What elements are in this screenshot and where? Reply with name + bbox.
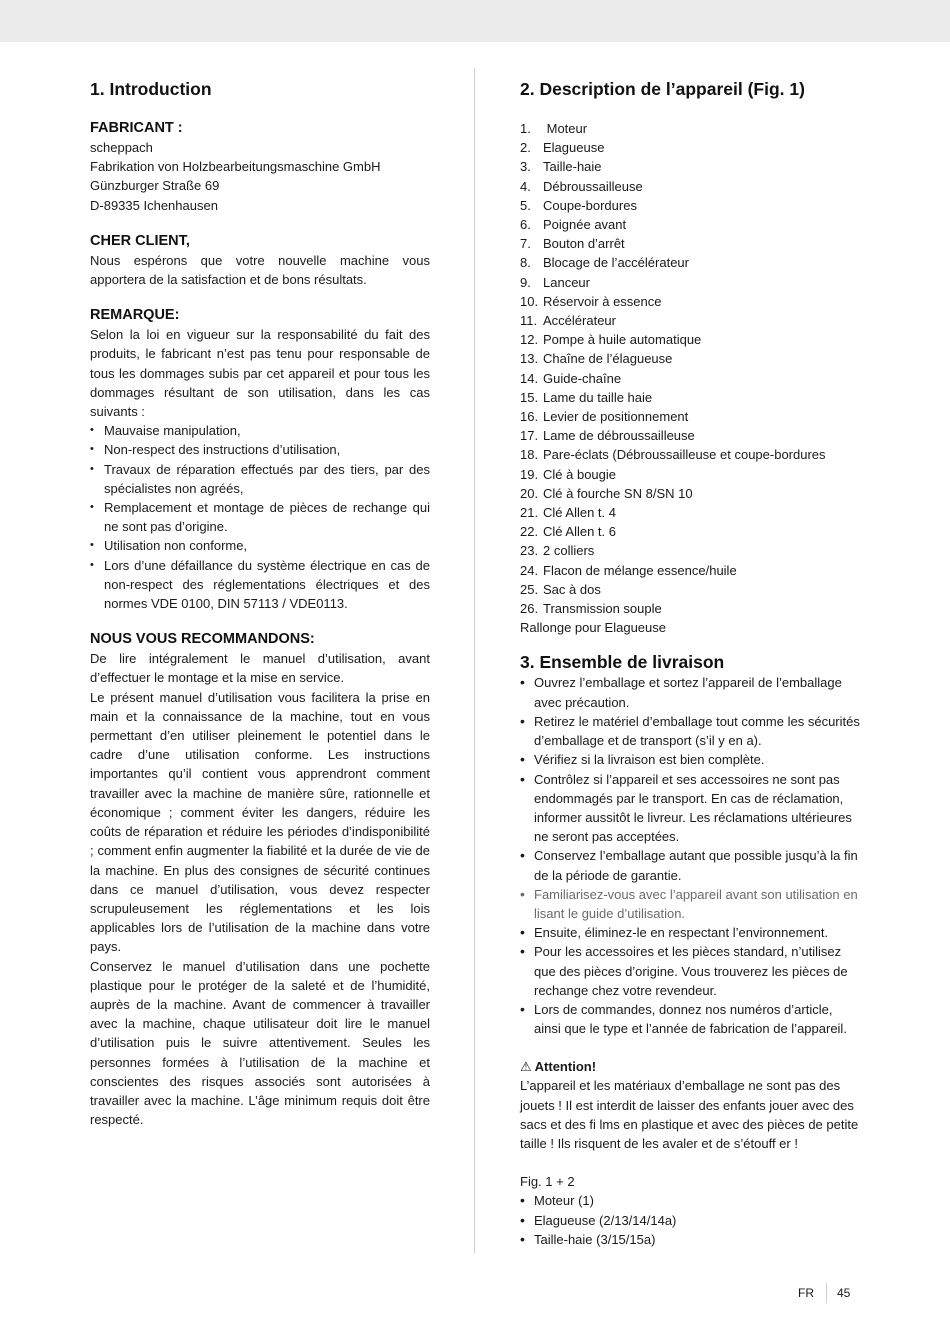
list-item: • Moteur (1): [520, 1191, 860, 1210]
recommend-heading: NOUS VOUS RECOMMANDONS:: [90, 631, 315, 648]
list-item: 19. Clé à bougie: [520, 466, 616, 482]
list-item: 2. Elagueuse: [520, 140, 605, 156]
recommend-paragraph: De lire intégralement le manuel d’utilisation, avant d’effectuer le montage et la mise en service.: [90, 651, 430, 686]
remark-text: Selon la loi en vigueur sur la responsabilité du fait des produits, le fabricant n’est pas tenu pour responsable de tous les dommages subis par cet appareil et pour tous les dommages résultant de son utilisation, dans les cas suivants :: [90, 327, 430, 420]
list-item: 26. Transmission souple: [520, 601, 662, 617]
parts-list: [520, 119, 860, 618]
figure-label: Fig. 1 + 2: [520, 1174, 575, 1190]
list-item: 5. Coupe-bordures: [520, 197, 637, 213]
list-item: 11. Accélérateur: [520, 313, 616, 329]
recommend-paragraph: Le présent manuel d’utilisation vous facilitera la prise en main et la connaissance de la machine, tout en vous permettant d’en utiliser pleinement le potentiel dans le cadre d’une utilisation conforme. Les instructions importantes qu’il contient vous apprendront comment travailler avec la machine de manière sûre, rationnelle et économique ; comment éviter les dangers, réduire les coûts de réparation et réduire les périodes d’indisponibilité ; comment enfin augmenter la fiabilité et la durée de vie de la machine. En plus des consignes de sécurité continues dans ce manuel d’utilisation, vous devez respecter scrupuleusement les réglementations et les lois applicables lors de l’utilisation de la machine dans votre pays.: [90, 689, 430, 955]
figure-list: [520, 1191, 860, 1249]
list-item: • Ouvrez l’emballage et sortez l’appareil de l’emballage avec précaution.: [520, 673, 860, 711]
dear-client-heading: CHER CLIENT,: [90, 232, 190, 249]
parts-extra: Rallonge pour Elagueuse: [520, 620, 666, 636]
list-item: • Utilisation non conforme,: [90, 536, 430, 555]
dear-client-text: Nous espérons que votre nouvelle machine vous apportera de la satisfaction et de bons résultats.: [90, 252, 430, 288]
list-item: 16. Levier de positionnement: [520, 409, 689, 425]
list-item: 18. Pare-éclats (Débroussailleuse et coupe-bordures: [520, 447, 826, 463]
list-item: 24. Flacon de mélange essence/huile: [520, 562, 737, 578]
list-item: • Retirez le matériel d’emballage tout comme les sécurités d’emballage et de transport (s’il y en a).: [520, 712, 860, 750]
list-item: 20. Clé à fourche SN 8/SN 10: [520, 485, 693, 501]
list-item: 9. Lanceur: [520, 274, 590, 290]
language-code: FR: [798, 1286, 814, 1300]
list-item: 6. Poignée avant: [520, 217, 627, 233]
left-column: [90, 78, 430, 1129]
list-item: • Lors de commandes, donnez nos numéros d’article, ainsi que le type et l’année de fabrication de l’appareil.: [520, 1000, 860, 1038]
page-number: 45: [837, 1286, 851, 1300]
warning-icon: ⚠: [520, 1059, 532, 1075]
list-item: • Remplacement et montage de pièces de rechange qui ne sont pas d’origine.: [90, 498, 430, 536]
list-item: 15. Lame du taille haie: [520, 389, 653, 405]
page-footer: [798, 1283, 851, 1303]
manufacturer-line: Günzburger Straße 69: [90, 178, 220, 194]
list-item: 4. Débroussailleuse: [520, 178, 643, 194]
column-divider: [474, 68, 475, 1253]
attention-heading: ⚠ Attention!: [520, 1059, 597, 1075]
list-item: 8. Blocage de l’accélérateur: [520, 255, 689, 271]
attention-text: L’appareil et les matériaux d’emballage ne sont pas des jouets ! Il est interdit de laisser des enfants jouer avec des sacs et des fi lms en plastique et avec des pièces de petite taille ! Ils risquent de les avaler et de s’étouff er !: [520, 1078, 859, 1151]
manufacturer-line: Fabrikation von Holzbearbeitungsmaschine GmbH: [90, 159, 381, 175]
remark-heading: REMARQUE:: [90, 307, 180, 324]
list-item: 17. Lame de débroussailleuse: [520, 428, 695, 444]
recommend-paragraph: Conservez le manuel d’utilisation dans une pochette plastique pour le protéger de la saleté et de l’humidité, auprès de la machine. Avant de commencer à travailler avec la machine, chaque utilisateur doit lire le manuel d’utilisation puis le suivre attentivement. Seules les personnes formées à l’utilisation de la machine et conscientes des risques associés sont autorisées à travailler avec la machine. L’âge minimum requis doit être respecté.: [90, 958, 430, 1128]
list-item: 22. Clé Allen t. 6: [520, 524, 616, 540]
list-item: • Familiarisez-vous avec l’appareil avant son utilisation en lisant le guide d’utilisation.: [520, 885, 860, 923]
remark-list: [90, 421, 430, 613]
list-item: • Travaux de réparation effectués par des tiers, par des spécialistes non agréés,: [90, 460, 430, 498]
list-item: 10. Réservoir à essence: [520, 293, 662, 309]
list-item: 3. Taille-haie: [520, 159, 602, 175]
manufacturer-heading: FABRICANT :: [90, 120, 183, 136]
list-item: 21. Clé Allen t. 4: [520, 505, 616, 521]
list-item: 7. Bouton d’arrêt: [520, 236, 625, 252]
footer-separator: [826, 1283, 827, 1303]
list-item: • Lors d’une défaillance du système électrique en cas de non-respect des réglementations électriques et des normes VDE 0100, DIN 57113 / VDE0113.: [90, 556, 430, 614]
list-item: 13. Chaîne de l’élagueuse: [520, 351, 673, 367]
list-item: 25. Sac à dos: [520, 581, 601, 597]
list-item: • Pour les accessoires et les pièces standard, n’utilisez que des pièces d’origine. Vous trouverez les pièces de rechange chez votre revendeur.: [520, 942, 860, 1000]
top-bar: [0, 0, 950, 42]
list-item: 1. Moteur: [520, 121, 588, 136]
list-item: • Vérifiez si la livraison est bien complète.: [520, 750, 860, 769]
list-item: • Non-respect des instructions d’utilisation,: [90, 440, 430, 459]
description-title: 2. Description de l’appareil (Fig. 1): [520, 79, 805, 99]
list-item: • Contrôlez si l’appareil et ses accessoires ne sont pas endommagés par le transport. En cas de réclamation, informer aussitôt le livreur. Les réclamations ultérieures ne seront pas acceptées.: [520, 770, 860, 847]
list-item: 14. Guide-chaîne: [520, 370, 622, 386]
delivery-title: 3. Ensemble de livraison: [520, 652, 725, 673]
list-item: 12. Pompe à huile automatique: [520, 332, 702, 348]
manufacturer-line: D-89335 Ichenhausen: [90, 197, 218, 213]
list-item: • Taille-haie (3/15/15a): [520, 1230, 860, 1249]
intro-title: 1. Introduction: [90, 79, 212, 99]
list-item: • Ensuite, éliminez-le en respectant l’environnement.: [520, 923, 860, 942]
delivery-list: [520, 673, 860, 1038]
manufacturer-line: scheppach: [90, 140, 153, 155]
list-item: • Elagueuse (2/13/14/14a): [520, 1211, 860, 1230]
right-column: [520, 78, 860, 1249]
list-item: • Mauvaise manipulation,: [90, 421, 430, 440]
list-item: 23. 2 colliers: [520, 543, 595, 559]
list-item: • Conservez l’emballage autant que possible jusqu’à la fin de la période de garantie.: [520, 846, 860, 884]
